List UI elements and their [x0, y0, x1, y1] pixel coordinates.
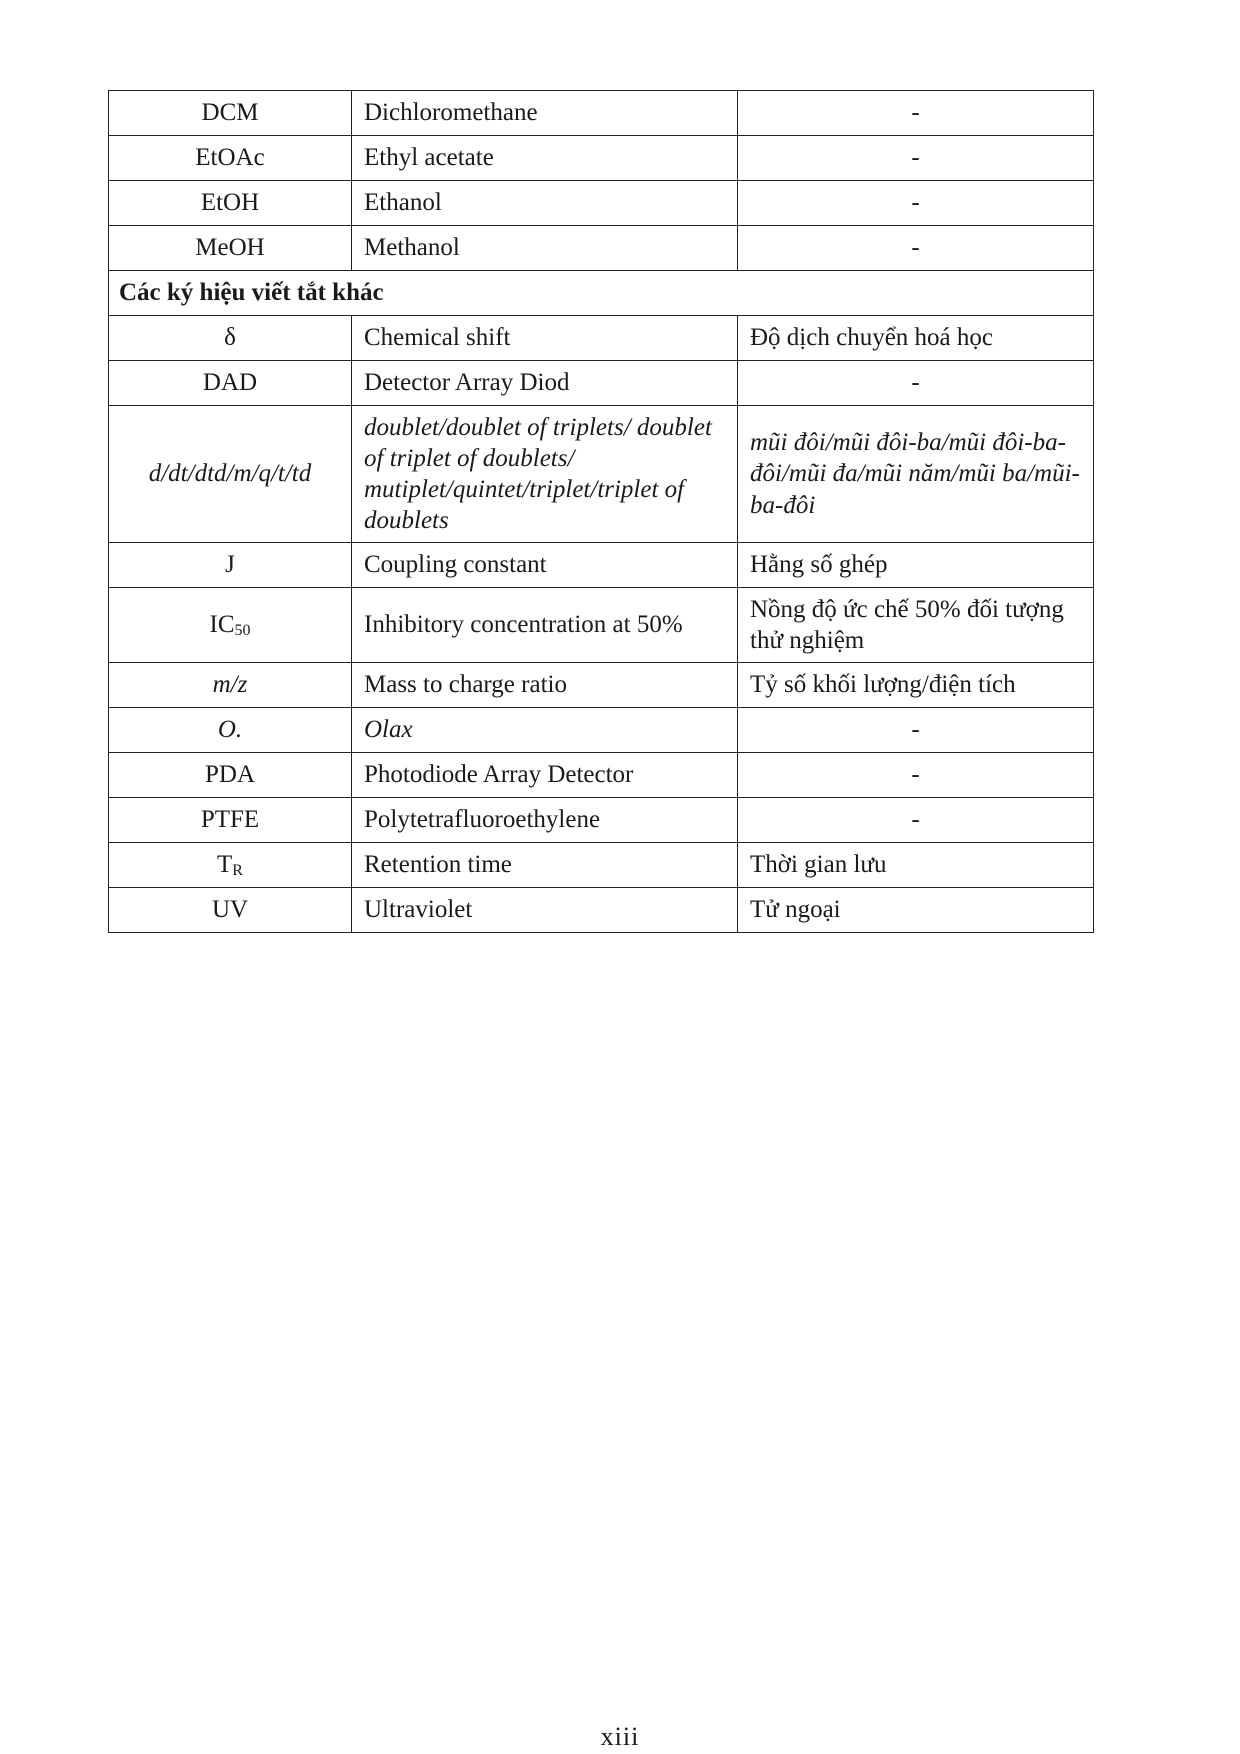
- abbr-cell: EtOAc: [109, 136, 352, 181]
- vietnamese-cell: -: [738, 361, 1094, 406]
- vietnamese-cell: -: [738, 708, 1094, 753]
- table-row: [109, 91, 1094, 136]
- page-number: xiii: [600, 1722, 640, 1751]
- vietnamese-cell: Độ dịch chuyển hoá học: [738, 316, 1094, 361]
- table-row: [109, 798, 1094, 843]
- abbr-cell: DAD: [109, 361, 352, 406]
- vietnamese-cell: Tỷ số khối lượng/điện tích: [738, 663, 1094, 708]
- abbr-cell: DCM: [109, 91, 352, 136]
- vietnamese-cell: Hằng số ghép: [738, 543, 1094, 588]
- abbr-cell: UV: [109, 888, 352, 933]
- full-name-cell: Chemical shift: [352, 316, 738, 361]
- abbr-cell: [109, 588, 352, 663]
- abbr-cell: EtOH: [109, 181, 352, 226]
- abbr-cell: J: [109, 543, 352, 588]
- full-name-cell: Photodiode Array Detector: [352, 753, 738, 798]
- abbreviation-table: [108, 90, 1094, 933]
- table-row: [109, 543, 1094, 588]
- abbr-main: T: [217, 851, 233, 878]
- abbr-cell: d/dt/dtd/m/q/t/td: [109, 406, 352, 543]
- vietnamese-cell: -: [738, 136, 1094, 181]
- full-name-cell: Detector Array Diod: [352, 361, 738, 406]
- section-row: [109, 271, 1094, 316]
- full-name-cell: Coupling constant: [352, 543, 738, 588]
- full-name-cell: Inhibitory concentration at 50%: [352, 588, 738, 663]
- abbr-cell: PTFE: [109, 798, 352, 843]
- full-name-cell: Ethyl acetate: [352, 136, 738, 181]
- abbr-cell: PDA: [109, 753, 352, 798]
- vietnamese-cell: -: [738, 181, 1094, 226]
- full-name-cell: Polytetrafluoroethylene: [352, 798, 738, 843]
- vietnamese-cell: mũi đôi/mũi đôi-ba/mũi đôi-ba-đôi/mũi đa/mũi năm/mũi ba/mũi-ba-đôi: [738, 406, 1094, 543]
- full-name-cell: Mass to charge ratio: [352, 663, 738, 708]
- full-name-cell: Dichloromethane: [352, 91, 738, 136]
- table-row: [109, 226, 1094, 271]
- table-row: [109, 361, 1094, 406]
- abbr-cell: O.: [109, 708, 352, 753]
- table-row: [109, 888, 1094, 933]
- table-row: [109, 406, 1094, 543]
- vietnamese-cell: -: [738, 753, 1094, 798]
- vietnamese-cell: Thời gian lưu: [738, 843, 1094, 888]
- table-row: [109, 753, 1094, 798]
- abbr-cell: δ: [109, 316, 352, 361]
- full-name-cell: Retention time: [352, 843, 738, 888]
- abbr-subscript: 50: [234, 622, 251, 639]
- table-row: [109, 181, 1094, 226]
- abbr-cell: [109, 843, 352, 888]
- table-row: [109, 843, 1094, 888]
- abbr-cell: MeOH: [109, 226, 352, 271]
- table-row: [109, 663, 1094, 708]
- table-row: [109, 588, 1094, 663]
- full-name-cell: Olax: [352, 708, 738, 753]
- vietnamese-cell: Tử ngoại: [738, 888, 1094, 933]
- section-title: Các ký hiệu viết tắt khác: [109, 271, 1094, 316]
- vietnamese-cell: Nồng độ ức chế 50% đối tượng thử nghiệm: [738, 588, 1094, 663]
- table-row: [109, 136, 1094, 181]
- table-row: [109, 708, 1094, 753]
- abbr-main: IC: [209, 611, 235, 638]
- vietnamese-cell: -: [738, 91, 1094, 136]
- full-name-cell: Methanol: [352, 226, 738, 271]
- full-name-cell: doublet/doublet of triplets/ doublet of triplet of doublets/ mutiplet/quintet/triplet/triplet of doublets: [352, 406, 738, 543]
- abbr-cell: m/z: [109, 663, 352, 708]
- vietnamese-cell: -: [738, 226, 1094, 271]
- full-name-cell: Ultraviolet: [352, 888, 738, 933]
- vietnamese-cell: -: [738, 798, 1094, 843]
- abbr-subscript: R: [232, 862, 243, 879]
- full-name-cell: Ethanol: [352, 181, 738, 226]
- table-row: [109, 316, 1094, 361]
